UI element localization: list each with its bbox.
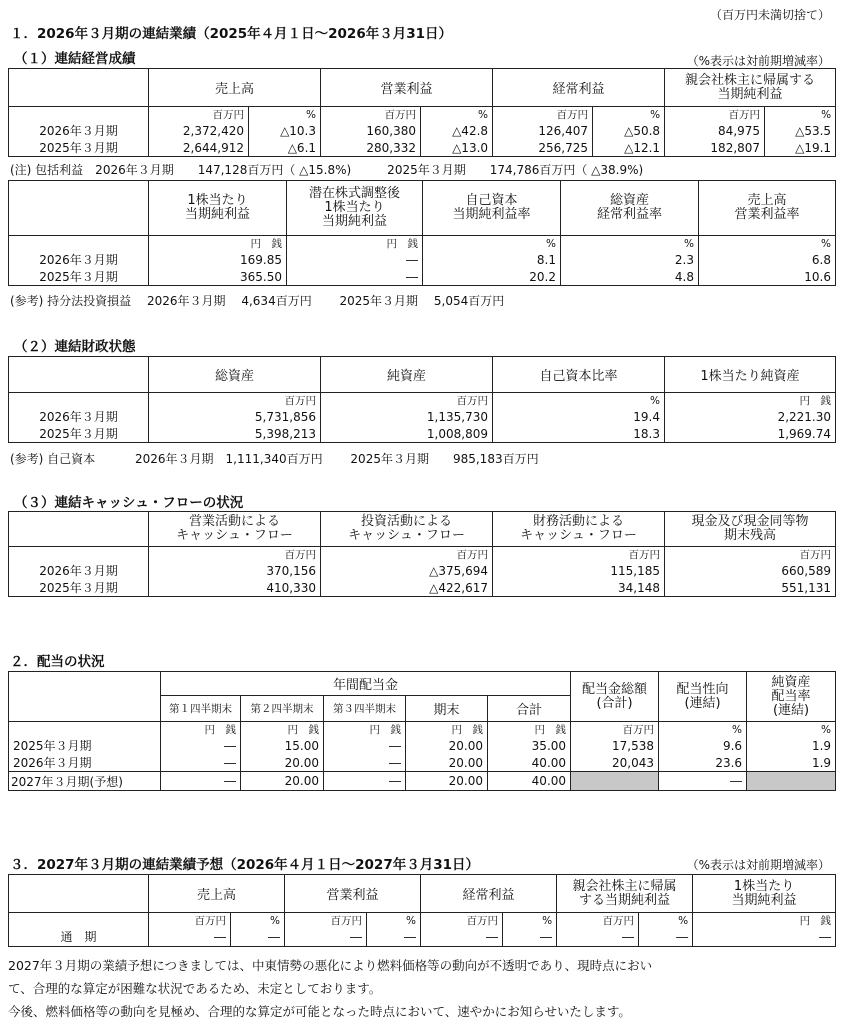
value-cell: 6.8 <box>699 251 836 268</box>
value-cell: 20.00 <box>406 754 488 772</box>
header-line: 1株当たり <box>324 200 385 215</box>
header-line: 配当金総額 <box>582 681 648 697</box>
label-cell <box>9 722 161 738</box>
header-line: 潜在株式調整後 <box>308 186 400 201</box>
value-cell: 2,372,420 <box>149 122 249 139</box>
header-line: キャッシュ・フロー <box>348 528 465 543</box>
header-line: 総資産 <box>609 193 649 208</box>
value-cell: ― <box>503 928 557 946</box>
unit-cell: % <box>765 107 836 123</box>
corner-cell <box>9 672 161 722</box>
unit-cell: % <box>231 913 285 929</box>
header-net-income <box>557 875 693 913</box>
value-cell: 160,380 <box>321 122 421 139</box>
header-line: (合計) <box>596 695 633 711</box>
header-line: 経常利益率 <box>596 207 662 222</box>
value-cell: ― <box>161 772 241 791</box>
unit-cell: % <box>493 393 665 409</box>
header-roa <box>561 181 699 236</box>
value-cell: △13.0 <box>421 139 493 157</box>
row-label: 2026年３月期 <box>9 251 149 268</box>
unit-cell: % <box>699 236 836 252</box>
header-line: 営業利益率 <box>734 207 800 222</box>
header-line: する当期純利益 <box>579 892 671 908</box>
value-cell: 35.00 <box>488 737 571 754</box>
value-cell-shaded <box>571 772 659 791</box>
header-line: キャッシュ・フロー <box>520 528 637 543</box>
value-cell: 10.6 <box>699 268 836 286</box>
value-cell: 20.2 <box>423 268 561 286</box>
header-operating-income: 営業利益 <box>285 875 421 913</box>
value-cell: ― <box>324 754 406 772</box>
unit-cell: 円 銭 <box>161 722 241 738</box>
table-row <box>9 754 836 772</box>
header-operating-income: 営業利益 <box>321 69 493 107</box>
value-cell: 370,156 <box>149 562 321 579</box>
header-line: (連結) <box>772 702 810 718</box>
table-row <box>9 737 836 754</box>
header-year-end: 期末 <box>406 696 488 722</box>
unit-cell: 百万円 <box>665 547 836 563</box>
value-cell: 20.00 <box>241 772 324 791</box>
value-cell: 34,148 <box>493 579 665 597</box>
header-doe <box>747 672 836 722</box>
corner-cell <box>9 357 149 393</box>
header-line: 1株当たり <box>733 878 795 894</box>
value-cell: 551,131 <box>665 579 836 597</box>
header-line: 親会社株主に帰属 <box>572 878 677 894</box>
value-cell: 365.50 <box>149 268 287 286</box>
header-line: 当期純利益 <box>321 214 387 229</box>
value-cell: ― <box>639 928 693 946</box>
forecast-table <box>8 874 836 947</box>
sub1-title: （１）連結経営成績 <box>14 51 136 67</box>
value-cell: 40.00 <box>488 772 571 791</box>
header-total: 合計 <box>488 696 571 722</box>
header-line: 配当性向 <box>676 681 729 697</box>
label-cell <box>9 393 149 409</box>
header-equity-ratio: 自己資本比率 <box>493 357 665 393</box>
header-diluted-eps <box>287 181 423 236</box>
value-cell: 5,398,213 <box>149 425 321 443</box>
value-cell: 84,975 <box>665 122 765 139</box>
value-cell: ― <box>161 737 241 754</box>
header-ordinary-income: 経常利益 <box>493 69 665 107</box>
table-row <box>9 772 836 791</box>
unit-cell: % <box>561 236 699 252</box>
value-cell: ― <box>287 251 423 268</box>
header-sales: 売上高 <box>149 875 285 913</box>
row-label: 2026年３月期 <box>9 562 149 579</box>
unit-cell: % <box>249 107 321 123</box>
row-label: 2026年３月期 <box>9 122 149 139</box>
header-line: 自己資本 <box>465 193 518 208</box>
value-cell: △6.1 <box>249 139 321 157</box>
unit-cell: 円 銭 <box>149 236 287 252</box>
header-line: 投資活動による <box>360 514 452 529</box>
unit-cell: % <box>593 107 665 123</box>
value-cell: ― <box>324 737 406 754</box>
value-cell: 410,330 <box>149 579 321 597</box>
header-line: 現金及び現金同等物 <box>691 514 809 529</box>
value-cell: △53.5 <box>765 122 836 139</box>
value-cell: 19.4 <box>493 408 665 425</box>
value-cell: △19.1 <box>765 139 836 157</box>
value-cell: 2,221.30 <box>665 408 836 425</box>
value-cell: ― <box>287 268 423 286</box>
unit-note: （百万円未満切捨て） <box>709 8 830 22</box>
header-line: 期末残高 <box>723 528 776 543</box>
value-cell: 40.00 <box>488 754 571 772</box>
unit-cell: 円 銭 <box>241 722 324 738</box>
value-cell: 4.8 <box>561 268 699 286</box>
value-cell: ― <box>149 928 231 946</box>
header-net-income <box>665 69 836 107</box>
row-label: 2025年３月期 <box>9 268 149 286</box>
unit-cell: 百万円 <box>149 107 249 123</box>
value-cell: △42.8 <box>421 122 493 139</box>
unit-cell: 円 銭 <box>693 913 836 929</box>
value-cell: 1.9 <box>747 754 836 772</box>
corner-cell <box>9 875 149 913</box>
value-cell: 20.00 <box>406 737 488 754</box>
equity-note: (参考) 自己資本 2026年３月期 1,111,340百万円 2025年３月期 985,183百万円 <box>10 452 539 466</box>
value-cell: 1.9 <box>747 737 836 754</box>
footer-line: 今後、燃料価格等の動向を見極め、合理的な算定が可能となった時点において、速やかにお知らせいたします。 <box>8 1004 631 1019</box>
value-cell: 5,731,856 <box>149 408 321 425</box>
sub1-note: （%表示は対前期増減率） <box>686 54 830 68</box>
value-cell: ― <box>161 754 241 772</box>
row-label: 2025年３月期 <box>9 425 149 443</box>
value-cell: ― <box>659 772 747 791</box>
table-row <box>9 562 836 579</box>
value-cell: 1,008,809 <box>321 425 493 443</box>
label-cell <box>9 913 149 929</box>
header-net-assets: 純資産 <box>321 357 493 393</box>
value-cell: △10.3 <box>249 122 321 139</box>
financial-position-table <box>8 356 836 443</box>
footer-line: 2027年３月期の業績予想につきましては、中東情勢の悪化により燃料価格等の動向が不透明であり、現時点におい <box>8 958 653 973</box>
cash-flow-table <box>8 511 836 597</box>
header-line: 売上高 <box>747 193 787 208</box>
value-cell: △422,617 <box>321 579 493 597</box>
value-cell: 256,725 <box>493 139 593 157</box>
value-cell: 8.1 <box>423 251 561 268</box>
forecast-footer <box>8 954 652 1023</box>
value-cell: 20.00 <box>406 772 488 791</box>
row-label: 2027年３月期(予想) <box>9 772 161 791</box>
unit-cell: % <box>421 107 493 123</box>
row-label: 2025年３月期 <box>9 737 161 754</box>
section3-title: ３．2027年３月期の連結業績予想（2026年４月１日～2027年３月31日） <box>10 857 480 873</box>
header-eps <box>149 181 287 236</box>
section1-title: １．2026年３月期の連結業績（2025年４月１日～2026年３月31日） <box>10 26 453 42</box>
sec3-note: （%表示は対前期増減率） <box>686 858 830 872</box>
section2-title: ２．配当の状況 <box>10 654 105 670</box>
header-roe <box>423 181 561 236</box>
value-cell: △50.8 <box>593 122 665 139</box>
unit-cell: % <box>503 913 557 929</box>
unit-cell: 円 銭 <box>665 393 836 409</box>
value-cell: △375,694 <box>321 562 493 579</box>
comprehensive-income-note: (注) 包括利益 2026年３月期 147,128百万円（ △15.8%) 2025年３月期 174,786百万円（ △38.9%) <box>10 163 644 177</box>
header-sales: 売上高 <box>149 69 321 107</box>
label-cell <box>9 236 149 252</box>
header-financing-cf <box>493 512 665 547</box>
value-cell: 20.00 <box>241 754 324 772</box>
unit-cell: 百万円 <box>421 913 503 929</box>
equity-method-note: (参考) 持分法投資損益 2026年３月期 4,634百万円 2025年３月期 5,054百万円 <box>10 294 505 308</box>
header-net-income-line1: 親会社株主に帰属する <box>685 72 816 88</box>
header-bps: 1株当たり純資産 <box>665 357 836 393</box>
table-row <box>9 268 836 286</box>
header-line: 配当率 <box>771 688 811 704</box>
unit-cell: % <box>423 236 561 252</box>
unit-cell: 百万円 <box>493 547 665 563</box>
value-cell: 2,644,912 <box>149 139 249 157</box>
value-cell: 23.6 <box>659 754 747 772</box>
value-cell: ― <box>557 928 639 946</box>
value-cell: 18.3 <box>493 425 665 443</box>
header-payout-ratio <box>659 672 747 722</box>
header-operating-margin <box>699 181 836 236</box>
value-cell-shaded <box>747 772 836 791</box>
header-operating-cf <box>149 512 321 547</box>
header-line: 財務活動による <box>532 514 624 529</box>
footer-line: て、合理的な算定が困難な状況であるため、未定としております。 <box>8 981 382 996</box>
unit-cell: 円 銭 <box>488 722 571 738</box>
header-q2: 第２四半期末 <box>241 696 324 722</box>
table-row <box>9 122 836 139</box>
header-annual-dividend: 年間配当金 <box>161 672 571 696</box>
value-cell: 9.6 <box>659 737 747 754</box>
value-cell: 280,332 <box>321 139 421 157</box>
sub2-title: （２）連結財政状態 <box>14 339 136 355</box>
table-row <box>9 579 836 597</box>
value-cell: ― <box>324 772 406 791</box>
header-q3: 第３四半期末 <box>324 696 406 722</box>
label-cell <box>9 107 149 123</box>
row-label: 2025年３月期 <box>9 579 149 597</box>
header-line: 1株当たり <box>187 193 248 208</box>
value-cell: 15.00 <box>241 737 324 754</box>
dividends-table <box>8 671 836 791</box>
unit-cell: 百万円 <box>285 913 367 929</box>
header-total-dividend <box>571 672 659 722</box>
unit-cell: % <box>367 913 421 929</box>
value-cell: 17,538 <box>571 737 659 754</box>
unit-cell: 百万円 <box>493 107 593 123</box>
value-cell: ― <box>421 928 503 946</box>
unit-cell: 百万円 <box>557 913 639 929</box>
header-line: 営業活動による <box>188 514 280 529</box>
unit-cell: 百万円 <box>665 107 765 123</box>
header-line: 当期純利益率 <box>452 207 531 222</box>
unit-cell: 円 銭 <box>324 722 406 738</box>
header-line: 当期純利益 <box>731 892 797 908</box>
row-label: 2026年３月期 <box>9 408 149 425</box>
value-cell: 182,807 <box>665 139 765 157</box>
unit-cell: % <box>639 913 693 929</box>
table-row <box>9 425 836 443</box>
unit-cell: 円 銭 <box>287 236 423 252</box>
header-ordinary-income: 経常利益 <box>421 875 557 913</box>
header-line: 純資産 <box>771 674 811 690</box>
header-investing-cf <box>321 512 493 547</box>
value-cell: 115,185 <box>493 562 665 579</box>
unit-cell: 百万円 <box>321 393 493 409</box>
unit-cell: % <box>659 722 747 738</box>
unit-cell: 円 銭 <box>406 722 488 738</box>
value-cell: 20,043 <box>571 754 659 772</box>
row-label: 通 期 <box>9 928 149 946</box>
table-row <box>9 139 836 157</box>
row-label: 2026年３月期 <box>9 754 161 772</box>
unit-cell: % <box>747 722 836 738</box>
value-cell: 169.85 <box>149 251 287 268</box>
value-cell: ― <box>693 928 836 946</box>
value-cell: ― <box>367 928 421 946</box>
value-cell: 1,969.74 <box>665 425 836 443</box>
unit-cell: 百万円 <box>149 547 321 563</box>
value-cell: 2.3 <box>561 251 699 268</box>
header-cash-balance <box>665 512 836 547</box>
value-cell: ― <box>231 928 285 946</box>
value-cell: ― <box>285 928 367 946</box>
header-line: (連結) <box>684 695 721 711</box>
corner-cell <box>9 512 149 547</box>
value-cell: △12.1 <box>593 139 665 157</box>
value-cell: 126,407 <box>493 122 593 139</box>
operating-results-table <box>8 68 836 157</box>
table-row <box>9 251 836 268</box>
header-net-income-line2: 当期純利益 <box>717 86 783 102</box>
per-share-table <box>8 180 836 286</box>
unit-cell: 百万円 <box>149 393 321 409</box>
value-cell: 1,135,730 <box>321 408 493 425</box>
unit-cell: 百万円 <box>321 547 493 563</box>
header-total-assets: 総資産 <box>149 357 321 393</box>
table-row <box>9 928 836 946</box>
unit-cell: 百万円 <box>149 913 231 929</box>
label-cell <box>9 547 149 563</box>
table-row <box>9 408 836 425</box>
value-cell: 660,589 <box>665 562 836 579</box>
sub3-title: （３）連結キャッシュ・フローの状況 <box>14 495 244 511</box>
corner-cell <box>9 69 149 107</box>
header-line: 当期純利益 <box>184 207 250 222</box>
header-q1: 第１四半期末 <box>161 696 241 722</box>
corner-cell <box>9 181 149 236</box>
header-eps <box>693 875 836 913</box>
row-label: 2025年３月期 <box>9 139 149 157</box>
header-line: キャッシュ・フロー <box>176 528 293 543</box>
unit-cell: 百万円 <box>321 107 421 123</box>
unit-cell: 百万円 <box>571 722 659 738</box>
